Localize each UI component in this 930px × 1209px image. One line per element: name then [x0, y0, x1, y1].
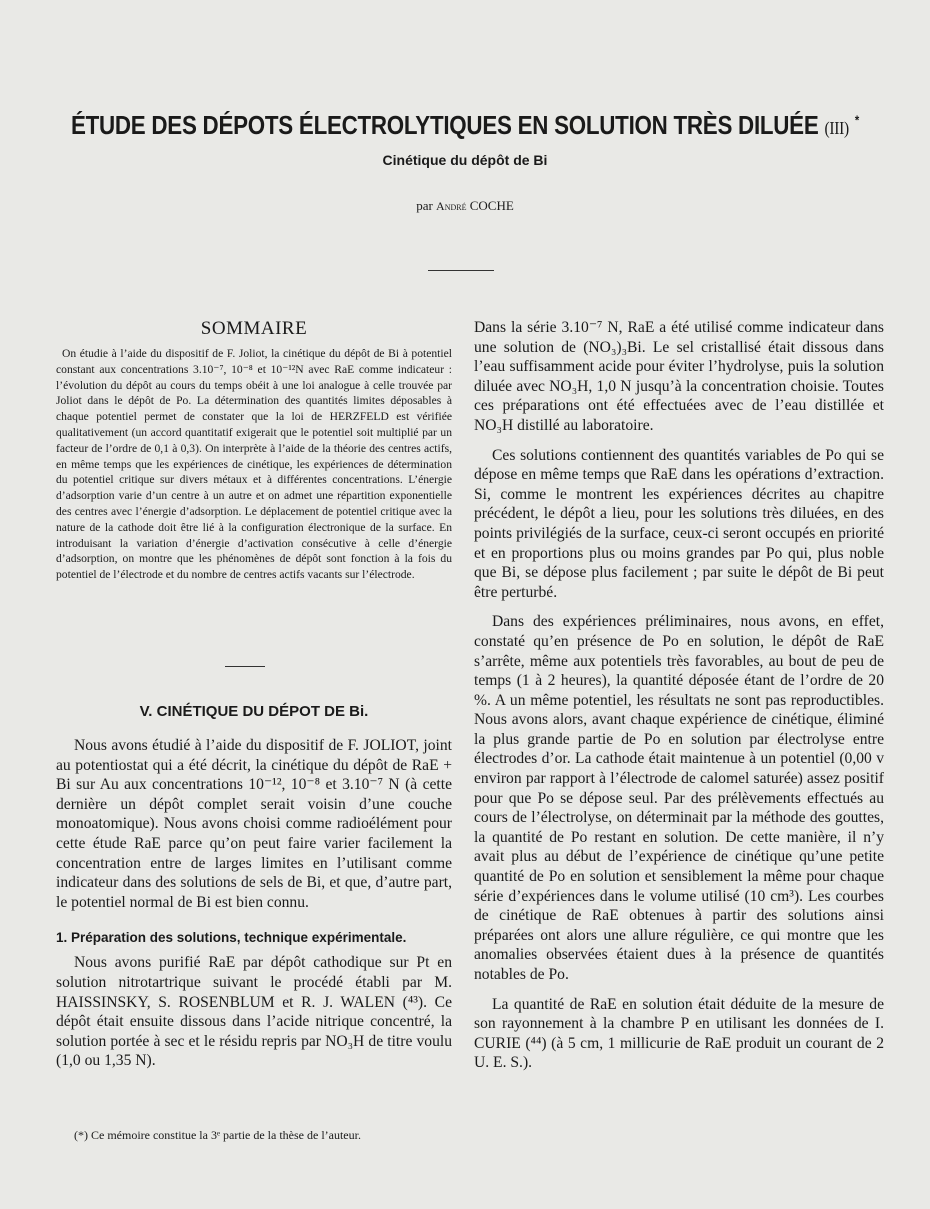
right-paragraph-2: Ces solutions contiennent des quantités variables de Po qui se dépose en même temps que RaE dans les opérations d’extraction. Si, comme le montrent les expériences décrites au chapitre précédent, le dépôt a lieu, pour les solutions très diluées, en des points privilégiés de la surface, ceux-ci seront occupés en priorité et en proportions plus ou moins grandes par Po qui, plus noble que Bi, se dépose plus facilement ; par suite le dépôt de Bi peut être perturbé.	[474, 446, 884, 601]
article-subtitle: Cinétique du dépôt de Bi	[382, 152, 548, 168]
right-paragraph-1: Dans la série 3.10⁻⁷ N, RaE a été utilisé comme indicateur dans une solution de (NO₃)₃Bi. Le sel cristallisé était dissous dans l’eau suffisamment acide pour éviter l’hydrolyse, puis la solution diluée avec NO₃H, 1,0 N jusqu’à la concentration choisie. Toutes ces préparations ont été effectuées avec de l’eau distillée et NO₃H distillé au laboratoire.	[474, 319, 884, 434]
title-divider	[428, 270, 494, 271]
author-line	[0, 198, 930, 214]
title-part: (III)	[824, 118, 849, 138]
sommaire-divider	[225, 666, 265, 667]
right-column	[474, 318, 884, 1083]
right-paragraph-3: Dans des expériences préliminaires, nous avons, en effet, constaté qu’en présence de Po en solution, le dépôt de RaE s’arrête, même aux potentiels très favorables, au bout de peu de temps (1 à 2 heures), la quantité déposée étant de l’ordre de 20 %. A un même potentiel, les résultats ne sont pas reproductibles. Nous avons alors, avant chaque expérience de cinétique, éliminé la plus grande partie de Po en solution par électrolyse entre électrodes d’or. La cathode était maintenue à un potentiel (0,00 v environ par rapport à l’électrode de calomel saturée) assez positif pour que Po se dépose seul. Par des prélèvements effectués au cours de l’électrolyse, on déterminait par la méthode des gouttes, la quantité de Po restant en solution. De cette manière, il n’y avait plus au début de l’expérience de cinétique qu’une petite quantité de Po en solution et sensiblement la même pour chaque série d’expériences dans le volume utilisé (10 cm³). Les courbes de cinétique de RaE obtenues à partir des solutions ainsi préparées ont alors une allure régulière, ce qui montre que les anomalies observées étaient dues à la présence de quantités notables de Po.	[474, 613, 884, 983]
title-text: ÉTUDE DES DÉPOTS ÉLECTROLYTIQUES EN SOLUTION TRÈS DILUÉE	[70, 110, 819, 140]
title-footnote-mark: *	[854, 112, 860, 128]
footnote: (*) Ce mémoire constitue la 3ᵉ partie de la thèse de l’auteur.	[74, 1128, 361, 1142]
author-first-name: André	[436, 199, 467, 213]
left-body	[56, 736, 452, 1071]
sommaire-block	[56, 318, 452, 583]
preparation-paragraph: Nous avons purifié RaE par dépôt cathodique sur Pt en solution nitrotartrique suivant le procédé établi par M. HAISSINSKY, S. ROSENBLUM et R. J. WALEN (⁴³). Ce dépôt était ensuite dissous dans l’acide nitrique concentré, la solution portée à sec et le résidu repris par NO₃H de titre voulu (1,0 ou 1,35 N).	[56, 954, 452, 1070]
section-intro-paragraph: Nous avons étudié à l’aide du dispositif de F. JOLIOT, joint au potentiostat qui a été décrit, la cinétique du dépôt de RaE + Bi sur Au aux concentrations 10⁻¹², 10⁻⁸ et 3.10⁻⁷ N (à cette dernière un dépôt complet serait voisin d’une couche monoatomique). Nous avons choisi comme radioélément pour cette étude RaE parce qu’on peut faire varier facilement la concentration entre de larges limites en l’utilisant comme indicateur dans des solutions de sels de Bi, et que, d’autre part, le potentiel normal de Bi est bien connu.	[56, 737, 452, 911]
section-heading: V. CINÉTIQUE DU DÉPOT DE Bi.	[139, 703, 369, 720]
article-title	[65, 110, 865, 141]
author-surname: COCHE	[469, 198, 514, 213]
author-prefix: par	[416, 198, 433, 213]
subsection-heading: 1. Préparation des solutions, technique expérimentale.	[56, 930, 407, 946]
right-paragraph-4: La quantité de RaE en solution était déduite de la mesure de son rayonnement à la chambre P en utilisant les données de I. CURIE (⁴⁴) (à 5 cm, 1 millicurie de RaE produit un courant de 2 U. E. S.).	[474, 995, 884, 1072]
sommaire-text: On étudie à l’aide du dispositif de F. Joliot, la cinétique du dépôt de Bi à potentiel constant aux concentrations 3.10⁻⁷, 10⁻⁸ et 10⁻¹²N avec RaE comme indicateur : l’évolution du dépôt au cours du temps obéit à une loi analogue à celle trouvée par Joliot dans le dépôt de Po. La détermination des quantités limites déposables à chaque potentiel permet de constater que la loi de HERZFELD est vérifiée qualitativement (un accord quantitatif exigerait que le potentiel soit multiplié par un facteur de l’ordre de 0,1 à 0,3). On interprète à l’aide de la théorie des centres actifs, en même temps que les expériences de cinétique, les expériences de détermination du potentiel critique sur divers métaux et à différentes concentrations. L’énergie d’adsorption varie d’un centre à un autre et on admet une répartition exponentielle des centres avec l’énergie d’adsorption. Le déplacement de potentiel critique avec la nature de la cathode doit être lié à la configuration électronique de la surface. En introduisant la variation d’énergie d’activation consécutive à celle d’énergie d’adsorption, on montre que les phénomènes de dépôt sont fonction à la fois du potentiel de l’électrode et du nombre de centres actifs vacants sur l’électrode.	[56, 347, 452, 582]
sommaire-heading: SOMMAIRE	[200, 318, 308, 339]
